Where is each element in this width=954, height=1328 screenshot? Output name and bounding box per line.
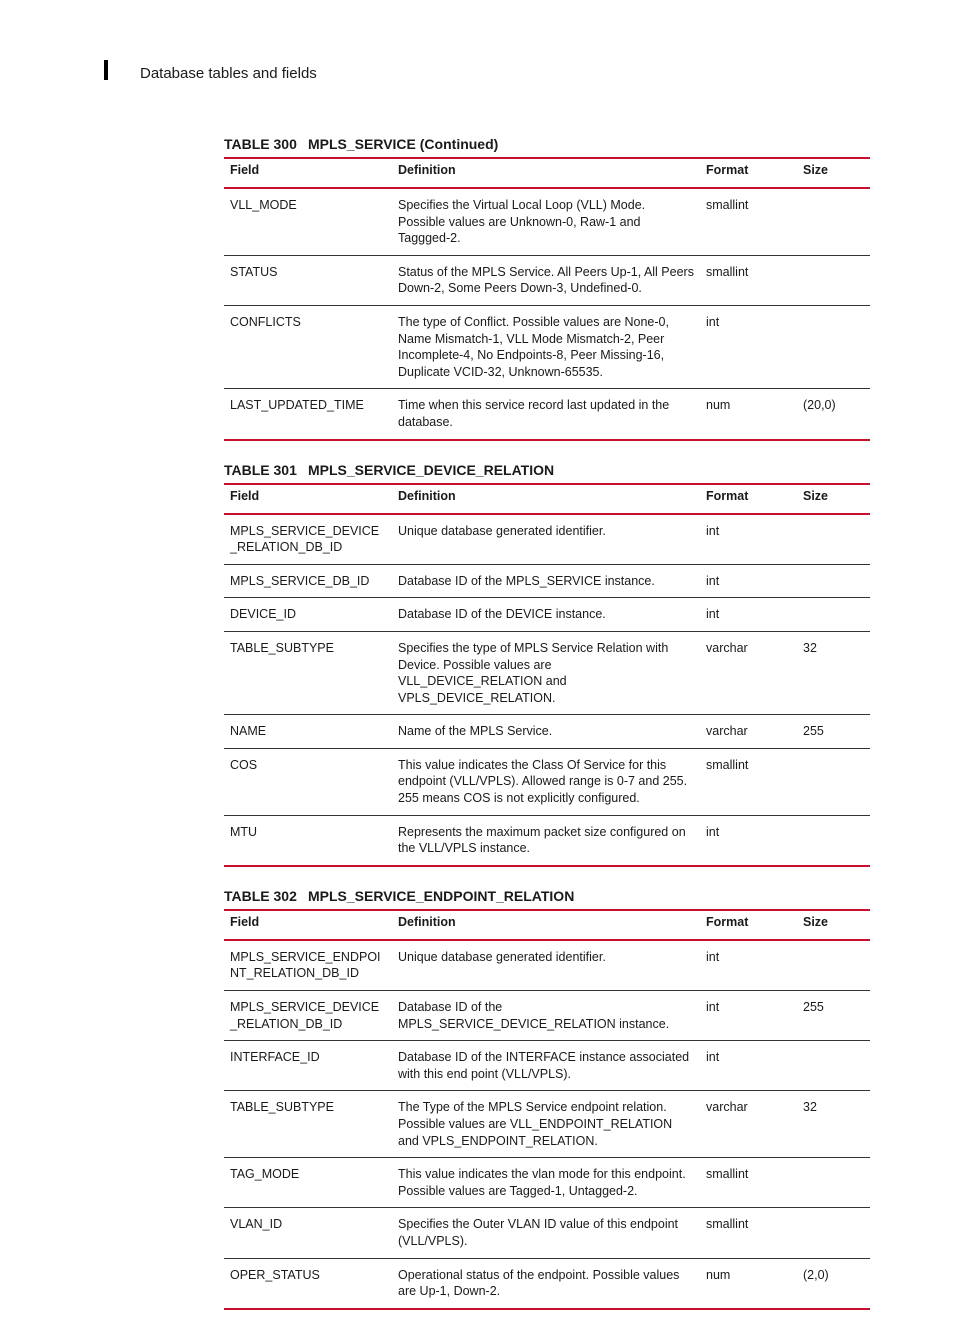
definition-cell: Status of the MPLS Service. All Peers Up-1, All Peers Down-2, Some Peers Down-3, Undefined-0. bbox=[398, 264, 694, 296]
field-cell: MPLS_SERVICE_DEVICE_RELATION_DB_ID bbox=[230, 1000, 380, 1031]
size-cell bbox=[797, 1041, 870, 1091]
table-row bbox=[224, 815, 870, 866]
table-row bbox=[224, 715, 870, 749]
size-cell bbox=[797, 748, 870, 815]
size-cell bbox=[797, 188, 870, 255]
definition-cell: Specifies the Outer VLAN ID value of this endpoint (VLL/VPLS). bbox=[398, 1217, 679, 1248]
field-cell: MTU bbox=[230, 824, 258, 839]
table-title: MPLS_SERVICE_DEVICE_RELATION bbox=[308, 461, 555, 478]
field-column-header: Field bbox=[230, 488, 260, 503]
format-cell: int bbox=[706, 573, 720, 588]
table-row bbox=[224, 631, 870, 714]
format-cell: varchar bbox=[706, 724, 748, 739]
definition-cell: Database ID of the DEVICE instance. bbox=[398, 607, 606, 622]
size-cell bbox=[797, 255, 870, 305]
format-cell: int bbox=[706, 824, 720, 839]
table-row bbox=[224, 188, 870, 255]
field-cell: TABLE_SUBTYPE bbox=[230, 1100, 334, 1115]
format-cell: smallint bbox=[706, 757, 749, 772]
format-cell: int bbox=[706, 607, 720, 622]
definition-cell: Database ID of the MPLS_SERVICE_DEVICE_RELATION instance. bbox=[398, 1000, 670, 1031]
table-row bbox=[224, 1258, 870, 1309]
definition-cell: Specifies the Virtual Local Loop (VLL) Mode. Possible values are Unknown-0, Raw-1 and Taggged-2. bbox=[398, 198, 646, 246]
format-cell: int bbox=[706, 314, 720, 329]
definition-cell: The Type of the MPLS Service endpoint relation. Possible values are VLL_ENDPOINT_RELATION and VPLS_ENDPOINT_RELATION. bbox=[398, 1100, 673, 1148]
format-column-header: Format bbox=[706, 914, 749, 929]
field-table bbox=[224, 909, 870, 1310]
size-cell: 255 bbox=[803, 724, 824, 739]
field-column-header: Field bbox=[230, 914, 260, 929]
field-cell: MPLS_SERVICE_ENDPOINT_RELATION_DB_ID bbox=[230, 949, 381, 981]
definition-cell: Database ID of the INTERFACE instance associated with this end point (VLL/VPLS). bbox=[398, 1050, 690, 1081]
field-cell: TAG_MODE bbox=[230, 1167, 300, 1182]
field-cell: NAME bbox=[230, 724, 267, 739]
table-row bbox=[224, 748, 870, 815]
size-cell bbox=[797, 514, 870, 565]
table-caption bbox=[224, 459, 870, 483]
definition-cell: This value indicates the vlan mode for this endpoint. Possible values are Tagged-1, Untagged-2. bbox=[398, 1167, 686, 1198]
format-cell: int bbox=[706, 1050, 720, 1065]
size-cell: (2,0) bbox=[803, 1267, 829, 1282]
field-table bbox=[224, 483, 870, 867]
table-header-row bbox=[224, 158, 870, 188]
table-row bbox=[224, 991, 870, 1041]
table-row bbox=[224, 1208, 870, 1258]
size-cell bbox=[797, 564, 870, 598]
format-cell: num bbox=[706, 398, 731, 413]
page-content bbox=[224, 133, 870, 1328]
table-caption bbox=[224, 133, 870, 157]
table-row bbox=[224, 1158, 870, 1208]
format-column-header: Format bbox=[706, 163, 749, 177]
field-column-header: Field bbox=[230, 163, 260, 177]
field-cell: LAST_UPDATED_TIME bbox=[230, 398, 364, 413]
table-row bbox=[224, 514, 870, 565]
table-row bbox=[224, 1091, 870, 1158]
size-column-header: Size bbox=[803, 488, 829, 503]
field-cell: VLL_MODE bbox=[230, 198, 297, 212]
table-caption bbox=[224, 885, 870, 909]
size-cell: (20,0) bbox=[803, 398, 836, 413]
field-cell: CONFLICTS bbox=[230, 314, 301, 329]
size-cell bbox=[797, 1158, 870, 1208]
table-row bbox=[224, 305, 870, 388]
definition-cell: Operational status of the endpoint. Possible values are Up-1, Down-2. bbox=[398, 1267, 680, 1299]
table-row bbox=[224, 940, 870, 991]
definition-column-header: Definition bbox=[398, 163, 456, 177]
format-cell: varchar bbox=[706, 640, 748, 655]
size-cell bbox=[797, 940, 870, 991]
format-column-header: Format bbox=[706, 488, 749, 503]
definition-cell: Unique database generated identifier. bbox=[398, 523, 606, 538]
table-header-row bbox=[224, 484, 870, 514]
field-cell: VLAN_ID bbox=[230, 1217, 283, 1232]
table-number: TABLE 301 bbox=[224, 461, 297, 478]
field-cell: COS bbox=[230, 757, 258, 772]
definition-cell: Specifies the type of MPLS Service Relation with Device. Possible values are VLL_DEVICE_RELATION and VPLS_DEVICE_RELATION. bbox=[398, 640, 669, 705]
definition-cell: Time when this service record last updated in the database. bbox=[398, 398, 670, 429]
format-cell: varchar bbox=[706, 1100, 748, 1115]
format-cell: smallint bbox=[706, 198, 749, 212]
format-cell: int bbox=[706, 523, 720, 538]
field-table bbox=[224, 157, 870, 441]
definition-cell: The type of Conflict. Possible values are None-0, Name Mismatch-1, VLL Mode Mismatch-2, Peer Incomplete-4, No Endpoints-8, Peer Missing-16, Duplicate VCID-32, Unknown-65535. bbox=[398, 314, 669, 379]
size-cell bbox=[797, 1208, 870, 1258]
format-cell: int bbox=[706, 949, 720, 964]
field-cell: MPLS_SERVICE_DEVICE_RELATION_DB_ID bbox=[230, 523, 380, 555]
field-cell: TABLE_SUBTYPE bbox=[230, 640, 334, 655]
size-cell: 32 bbox=[803, 1100, 817, 1115]
table-title: MPLS_SERVICE_ENDPOINT_RELATION bbox=[308, 887, 575, 904]
definition-column-header: Definition bbox=[398, 488, 456, 503]
size-cell: 32 bbox=[803, 640, 817, 655]
format-cell: num bbox=[706, 1267, 731, 1282]
size-column-header: Size bbox=[803, 163, 829, 177]
definition-cell: Unique database generated identifier. bbox=[398, 949, 606, 964]
table-row bbox=[224, 598, 870, 632]
definition-cell: This value indicates the Class Of Service for this endpoint (VLL/VPLS). Allowed range is 0-7 and 255. 255 means COS is not explicitly configured. bbox=[398, 757, 688, 806]
table-row bbox=[224, 255, 870, 305]
field-cell: MPLS_SERVICE_DB_ID bbox=[230, 573, 370, 588]
format-cell: smallint bbox=[706, 1167, 749, 1182]
table-number: TABLE 300 bbox=[224, 136, 297, 152]
field-cell: OPER_STATUS bbox=[230, 1267, 320, 1282]
field-cell: DEVICE_ID bbox=[230, 607, 296, 622]
table-title: MPLS_SERVICE (Continued) bbox=[308, 136, 499, 152]
format-cell: int bbox=[706, 1000, 720, 1015]
size-column-header: Size bbox=[803, 914, 829, 929]
size-cell bbox=[797, 598, 870, 632]
definition-cell: Represents the maximum packet size configured on the VLL/VPLS instance. bbox=[398, 824, 686, 856]
size-cell bbox=[797, 305, 870, 388]
format-cell: smallint bbox=[706, 264, 749, 279]
table-row bbox=[224, 564, 870, 598]
table-row bbox=[224, 1041, 870, 1091]
field-cell: STATUS bbox=[230, 264, 278, 279]
size-cell bbox=[797, 815, 870, 866]
definition-column-header: Definition bbox=[398, 914, 456, 929]
field-cell: INTERFACE_ID bbox=[230, 1050, 320, 1065]
table-number: TABLE 302 bbox=[224, 887, 297, 904]
margin-change-bar bbox=[104, 60, 108, 80]
running-header: Database tables and fields bbox=[140, 65, 317, 82]
format-cell: smallint bbox=[706, 1217, 749, 1232]
table-row bbox=[224, 389, 870, 440]
table-header-row bbox=[224, 910, 870, 940]
size-cell: 255 bbox=[803, 1000, 824, 1015]
definition-cell: Database ID of the MPLS_SERVICE instance. bbox=[398, 573, 655, 588]
definition-cell: Name of the MPLS Service. bbox=[398, 724, 553, 739]
